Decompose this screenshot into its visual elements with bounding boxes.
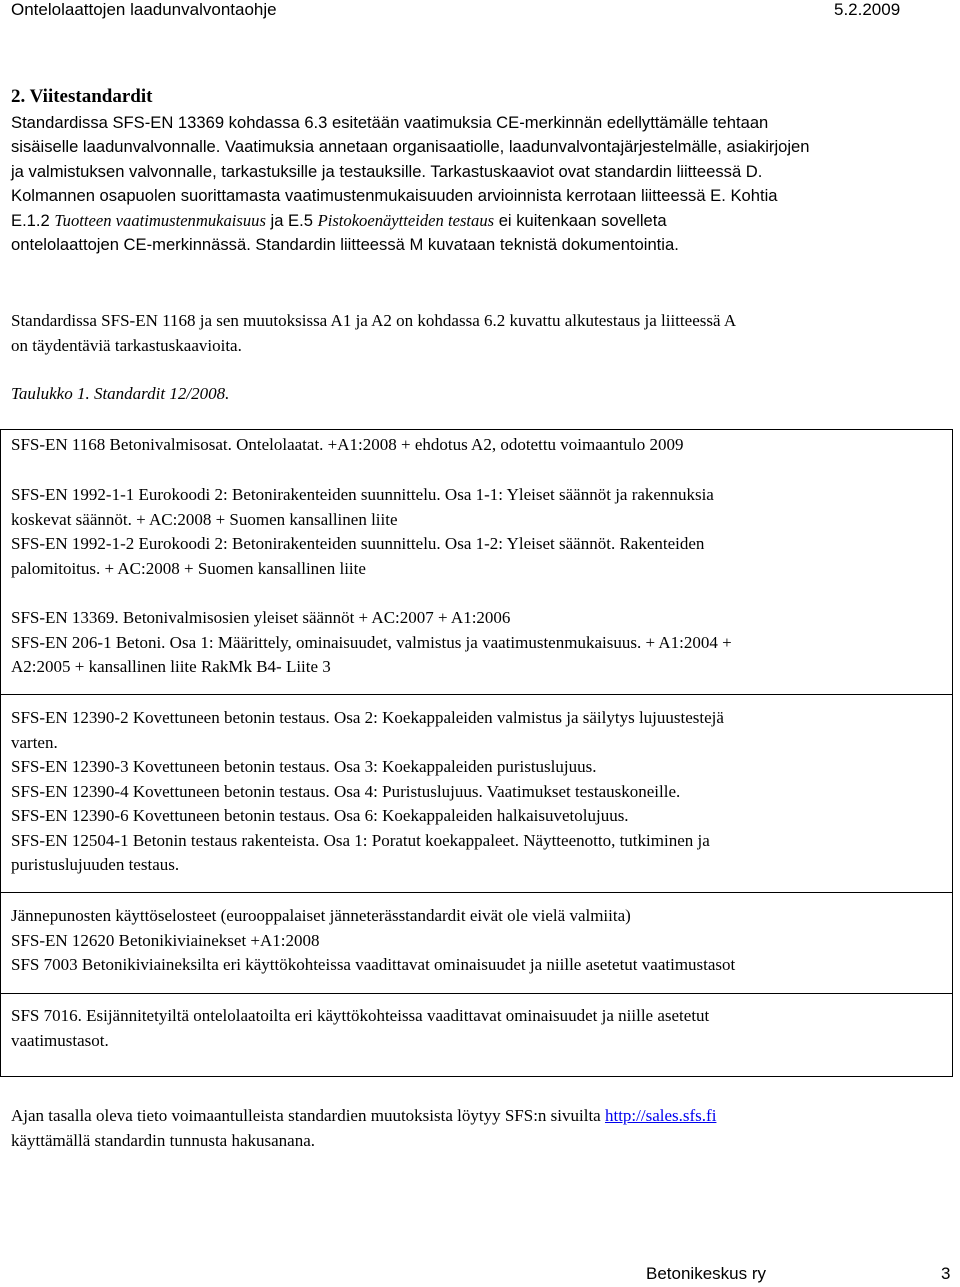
table-caption: Taulukko 1. Standardit 12/2008. (11, 384, 230, 403)
paragraph-line: sisäiselle laadunvalvonnalle. Vaatimuksia annetaan organisaatiolle, laadunvalvontajärjestelmälle, asiakirjojen (11, 137, 810, 157)
section-heading: 2. Viitestandardit (11, 86, 153, 107)
table-line: SFS-EN 12504-1 Betonin testaus rakenteista. Osa 1: Poratut koekappaleet. Näytteenotto, tutkiminen ja (11, 830, 710, 850)
table-line: SFS-EN 206-1 Betoni. Osa 1: Määrittely, ominaisuudet, valmistus ja vaatimustenmukaisuus. + A1:2004 + (11, 632, 732, 652)
table-group (11, 904, 946, 978)
header-title: Ontelolaattojen laadunvalvontaohje (11, 0, 277, 19)
table-group (11, 706, 946, 878)
header-date: 5.2.2009 (834, 0, 901, 19)
paragraph-text: ei kuitenkaan sovelleta (494, 210, 667, 230)
table-line: palomitoitus. + AC:2008 + Suomen kansallinen liite (11, 558, 366, 578)
table-group (11, 483, 946, 581)
paragraph-line: on täydentäviä tarkastuskaavioita. (11, 336, 242, 355)
table-line: SFS-EN 12390-3 Kovettuneen betonin testaus. Osa 3: Koekappaleiden puristuslujuus. (11, 757, 597, 776)
table-line: varten. (11, 732, 58, 752)
paragraph-initial-testing (11, 308, 956, 358)
table-line: SFS 7003 Betonikiviaineksilta eri käyttökohteissa vaadittavat ominaisuudet ja niille asetetut vaatimustasot (11, 955, 736, 974)
table-line: koskevat säännöt. + AC:2008 + Suomen kansallinen liite (11, 509, 398, 529)
footnote-line: käyttämällä standardin tunnusta hakusanana. (11, 1131, 316, 1150)
table-line: SFS-EN 13369. Betonivalmisosien yleiset säännöt + AC:2007 + A1:2006 (11, 608, 511, 627)
standards-table (0, 429, 953, 1077)
table-line: SFS-EN 1168 Betonivalmisosat. Ontelolaatat. +A1:2008 + ehdotus A2, odotettu voimaantulo 2009 (11, 435, 684, 454)
table-line: SFS-EN 1992-1-2 Eurokoodi 2: Betonirakenteiden suunnittelu. Osa 1-2: Yleiset säännöt. Rakenteiden (11, 534, 705, 553)
paragraph-line: Standardissa SFS-EN 13369 kohdassa 6.3 esitetään vaatimuksia CE-merkinnän edellyttämälle tehtaan (11, 113, 769, 132)
table-line: SFS 7016. Esijännitetyiltä ontelolaatoilta eri käyttökohteissa vaadittavat ominaisuudet ja niille asetetut (11, 1006, 710, 1025)
footnote-text: Ajan tasalla oleva tieto voimaantulleista standardien muutoksista löytyy SFS:n sivuilta (11, 1106, 605, 1125)
table-divider (1, 694, 952, 695)
paragraph-line: ja valmistuksen valvonnalle, tarkastuksille ja testauksille. Tarkastuskaaviot ovat standardin liitteessä D. (11, 161, 763, 181)
sfs-link[interactable]: http://sales.sfs.fi (604, 1106, 717, 1125)
paragraph-line: ontelolaattojen CE-merkinnässä. Standardin liitteessä M kuvataan teknistä dokumentointia. (11, 235, 679, 255)
table-line: A2:2005 + kansallinen liite RakMk B4- Liite 3 (11, 657, 331, 676)
page-header (0, 0, 960, 26)
paragraph-text: ja E.5 (265, 210, 318, 230)
page-number: 3 (941, 1264, 951, 1283)
table-line: SFS-EN 12390-4 Kovettuneen betonin testaus. Osa 4: Puristuslujuus. Vaatimukset testauskoneille. (11, 781, 681, 801)
table-group (11, 606, 946, 680)
footnote-line (11, 1103, 956, 1128)
table-line: SFS-EN 12390-6 Kovettuneen betonin testaus. Osa 6: Koekappaleiden halkaisuvetolujuus. (11, 806, 629, 825)
table-line: vaatimustasot. (11, 1030, 109, 1050)
italic-term: Pistokoenäytteiden testaus (317, 210, 495, 230)
footnote (11, 1103, 956, 1153)
footer-organization: Betonikeskus ry (646, 1264, 766, 1283)
table-line: SFS-EN 12390-2 Kovettuneen betonin testaus. Osa 2: Koekappaleiden valmistus ja säilytys lujuustestejä (11, 708, 724, 727)
paragraph-line: Kolmannen osapuolen suorittamasta vaatimustenmukaisuuden arvioinnista kerrotaan liitteessä E. Kohtia (11, 186, 778, 206)
paragraph-line: Standardissa SFS-EN 1168 ja sen muutoksissa A1 ja A2 on kohdassa 6.2 kuvattu alkutestaus ja liitteessä A (11, 311, 737, 330)
table-group (11, 1004, 946, 1053)
table-divider (1, 993, 952, 994)
table-line: puristuslujuuden testaus. (11, 855, 180, 874)
paragraph-text: E.1.2 (11, 210, 55, 230)
table-divider (1, 892, 952, 893)
table-line: SFS-EN 12620 Betonikiviainekset +A1:2008 (11, 930, 320, 950)
table-line: SFS-EN 1992-1-1 Eurokoodi 2: Betonirakenteiden suunnittelu. Osa 1-1: Yleiset säännöt ja rakennuksia (11, 485, 714, 504)
paragraph-line (11, 209, 956, 233)
italic-term: Tuotteen vaatimustenmukaisuus (54, 210, 266, 230)
paragraph-ce-marking (11, 111, 956, 257)
table-group (11, 433, 946, 458)
table-line: Jännepunosten käyttöselosteet (eurooppalaiset jänneterässtandardit eivät ole vielä valmiita) (11, 906, 631, 925)
